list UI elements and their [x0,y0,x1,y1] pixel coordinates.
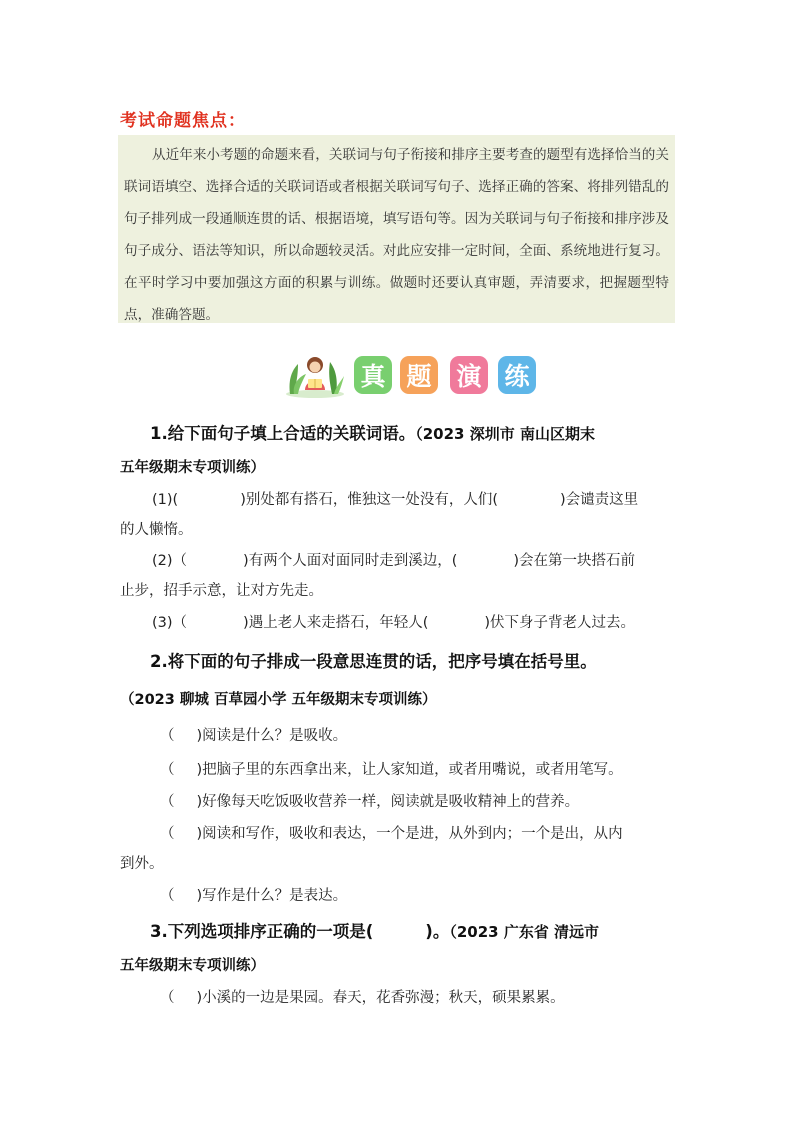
q2-item-3: （ )好像每天吃饭吸收营养一样，阅读就是吸收精神上的营养。 [160,794,580,810]
q2-item-4-cont: 到外。 [120,856,164,872]
girl-reading-with-plants-icon [284,350,346,398]
question-1-text: 1.给下面句子填上合适的关联词语。 [150,424,416,443]
q3-item-1: （ )小溪的一边是果园。春天，花香弥漫；秋天，硕果累累。 [160,990,565,1006]
banner-tile-3: 演 [450,356,488,394]
banner-tile-2: 题 [400,356,438,394]
q1-item-1: (1)( )别处都有搭石，惟独这一处没有，人们( )会谴责这里 [152,492,639,508]
exam-focus-title: 考试命题焦点： [120,111,246,131]
question-3-title: 3.下列选项排序正确的一项是( )。（2023 广东省 清远市 [150,922,600,941]
exam-focus-paragraph: 从近年来小考题的命题来看，关联词与句子衔接和排序主要考查的题型有选择恰当的关联词语填空、选择合适的关联词语或者根据关联词写句子、选择正确的答案、将排列错乱的句子排列成一段通顺连贯的话、根据语境，填写语句等。因为关联词与句子衔接和排序涉及句子成分、语法等知识，所以命题较灵活。对此应安排一定时间，全面、系统地进行复习。在平时学习中要加强这方面的积累与训练。做题时还要认真审题，弄清要求，把握题型特点，准确答题。 [118,135,675,323]
banner-tile-4: 练 [498,356,536,394]
practice-banner [284,350,542,398]
question-1-title [150,420,595,444]
q1-item-2: (2)（ )有两个人面对面同时走到溪边，( )会在第一块搭石前 [152,553,636,569]
q2-item-5: （ )写作是什么？是表达。 [160,888,348,904]
q2-item-1: （ )阅读是什么？是吸收。 [160,728,348,744]
question-1-source-cont: 五年级期末专项训练） [120,460,265,476]
q1-item-1-cont: 的人懒惰。 [120,522,193,538]
q2-item-2: （ )把脑子里的东西拿出来，让人家知道，或者用嘴说，或者用笔写。 [160,762,623,778]
question-2-source: （2023 聊城 百草园小学 五年级期末专项训练） [120,692,437,708]
q2-item-4: （ )阅读和写作，吸收和表达，一个是进，从外到内；一个是出，从内 [160,826,623,842]
question-3-source: （2023 广东省 清远市 [449,923,600,941]
question-1-source: （2023 深圳市 南山区期末 [415,425,595,443]
q1-item-2-cont: 止步，招手示意，让对方先走。 [120,583,323,599]
question-2-title: 2.将下面的句子排成一段意思连贯的话，把序号填在括号里。 [150,652,597,671]
question-3-source-cont: 五年级期末专项训练） [120,958,265,974]
banner-tile-1: 真 [354,356,392,394]
q1-item-3: (3)（ )遇上老人来走搭石，年轻人( )伏下身子背老人过去。 [152,615,636,631]
